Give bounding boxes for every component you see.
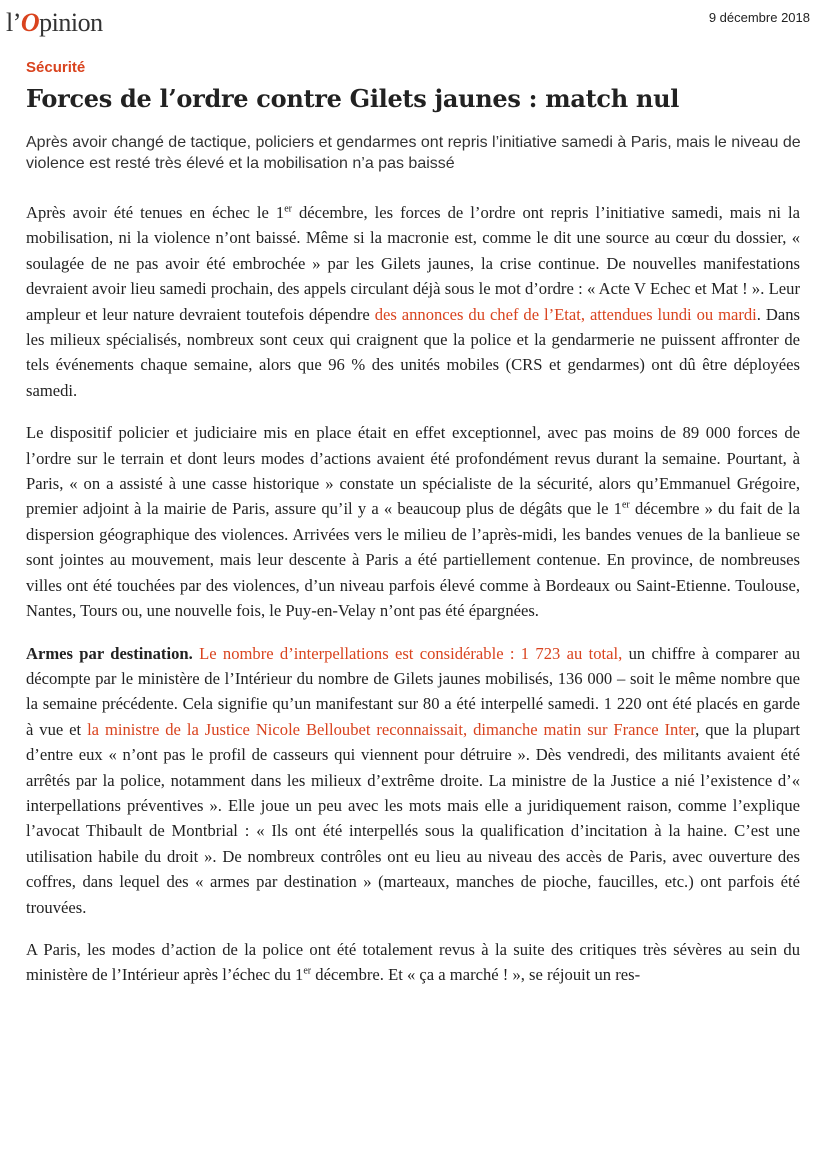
text: Après avoir été tenues en échec le 1 [26, 203, 285, 222]
superscript: er [621, 499, 630, 511]
text: décembre. Et « ça a marché ! », se réjouit un res- [311, 965, 641, 985]
logo-prefix: l’ [6, 8, 21, 37]
text: décembre, les forces de l’ordre ont repris l’initiative samedi, mais ni la mobilisation, ni la violence n’ont baissé. Même si la macronie est, comme le dit une source au cœur du dossier, « soulagée de ne pas avoir été embrochée » par les Gilets jaunes, la crise continue. De nouvelles manifestations devraient avoir lieu samedi prochain, des appels circulant déjà sous le mot d’ordre : « Acte V Echec et Mat ! ». Leur ampleur et leur nature devraient toutefois dépendre [26, 203, 800, 324]
intertitle: Armes par destination. [26, 643, 193, 663]
logo-o: O [20, 8, 40, 37]
article-title: Forces de l’ordre contre Gilets jaunes : match nul [26, 84, 680, 113]
text: Le dispositif policier et judiciaire mis en place était en effet exceptionnel, avec pas moins de 89 000 forces de l’ordre sur le terrain et dont leurs modes d’actions avaient été profondément revus durant la semaine. Pourtant, à Paris, « on a assisté à une casse historique » constate un spécialiste de la sécurité, alors qu’Emmanuel Grégoire, premier adjoint à la mairie de Paris, assure qu’il y a « beaucoup plus de dégâts que le 1 [26, 423, 800, 519]
paragraph-3 [26, 641, 800, 920]
article-body [26, 200, 800, 1005]
link-annonces-chef-etat[interactable]: des annonces du chef de l’Etat, attendues lundi ou mardi [374, 304, 757, 324]
paragraph-2 [26, 420, 800, 623]
link-interpellations[interactable]: Le nombre d’interpellations est considérable : 1 723 au total, [199, 643, 623, 663]
text: A Paris, les modes d’action de la police ont été totalement revus à la suite des critiques très sévères au sein du ministère de l’Intérieur après l’échec du 1 [26, 939, 800, 985]
link-belloubet[interactable]: la ministre de la Justice Nicole Belloubet reconnaissait, dimanche matin sur France Inter [87, 719, 696, 739]
section-rubric[interactable]: Sécurité [26, 59, 86, 76]
publication-date: 9 décembre 2018 [708, 10, 810, 25]
article-lead: Après avoir changé de tactique, policiers et gendarmes ont repris l’initiative samedi à Paris, mais le niveau de violence est resté très élevé et la mobilisation n’a pas baissé [26, 134, 801, 172]
text: , que la plupart d’entre eux « n’ont pas le profil de casseurs qui viennent pour détruire ». Dès vendredi, des militants avaient été arrêtés par la police, notamment dans les milieux d’extrême droite. La ministre de la Justice a nié l’existence d’« interpellations préventives ». Elle joue un peu avec les mots mais elle a juridiquement raison, comme l’explique l’avocat Thibault de Montbrial : « Ils ont été interpellés sous la qualification d’incitation à la haine. C’est une utilisation habile du droit ». De nombreux contrôles ont eu lieu au niveau des accès de Paris, avec ouverture des coffres, dans lequel des « armes par destination » (marteaux, manches de pioche, faucilles, etc.) ont parfois été trouvées. [26, 719, 800, 917]
paragraph-1 [26, 200, 800, 403]
text: un chiffre à comparer au décompte par le ministère de l’Intérieur du nombre de Gilets jaunes mobilisés, 136 000 – soit le même nombre que la semaine précédente. Cela signifie qu’un manifestant sur 80 a été interpellé samedi. 1 220 ont été placés en garde à vue et [26, 643, 801, 739]
text: décembre » du fait de la dispersion géographique des violences. Arrivées vers le milieu de l’après-midi, les bandes venues de la banlieue se sont jointes au mouvement, mais leur descente à Paris a été partiellement contenue. En province, de nombreuses villes ont été touchées par des violences, d’un niveau parfois élevé comme à Bordeaux ou Saint-Etienne. Toulouse, Nantes, Tours ou, une nouvelle fois, le Puy-en-Velay n’ont pas été épargnées. [26, 499, 800, 621]
site-logo[interactable] [6, 8, 103, 38]
text: . Dans les milieux spécialisés, nombreux sont ceux qui craignent que la police et la gendarmerie ne puissent affronter de tels événements chaque semaine, alors que 96 % des unités mobiles (CRS et gendarmes) ont dû être déployées samedi. [26, 304, 800, 400]
logo-suffix: pinion [39, 8, 103, 37]
superscript: er [303, 965, 312, 977]
paragraph-4 [26, 937, 800, 988]
superscript: er [284, 203, 292, 215]
